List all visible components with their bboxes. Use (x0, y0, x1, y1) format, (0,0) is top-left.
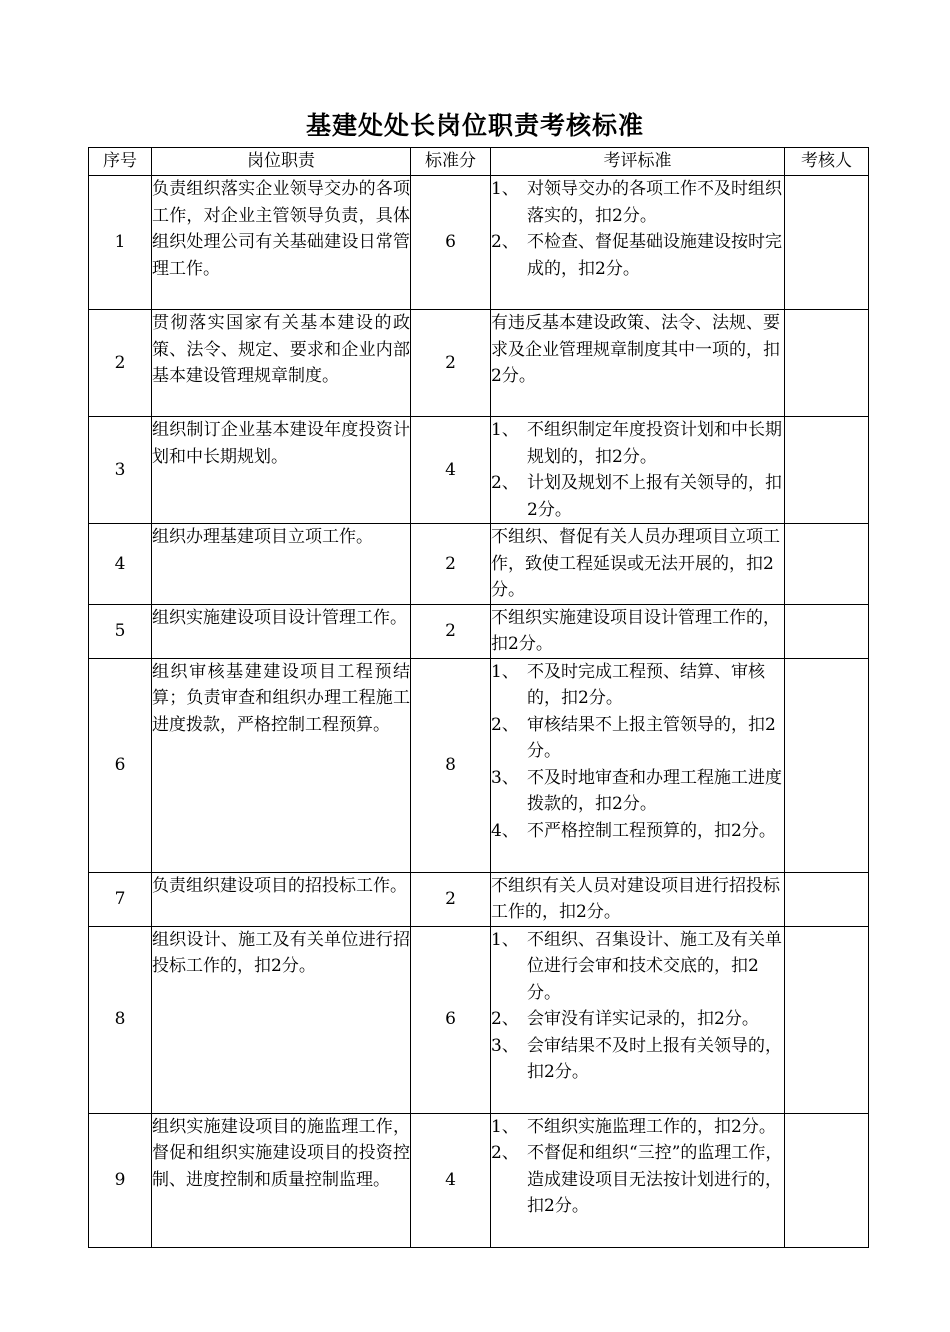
criteria-item-number: 2、 (491, 473, 519, 493)
criteria-item-text: 不及时完成工程预、结算、审核的，扣2分。 (527, 661, 765, 708)
row-duty: 组织实施建设项目的施监理工作，督促和组织实施建设项目的投资控制、进度控制和质量控制监理。 (152, 1113, 411, 1247)
row-reviewer[interactable] (785, 604, 869, 658)
criteria-item-text: 审核结果不上报主管领导的，扣2分。 (527, 714, 776, 761)
criteria-item-number: 2、 (491, 232, 519, 252)
criteria-item-text: 不检查、督促基础设施建设按时完成的，扣2分。 (527, 232, 782, 279)
row-reviewer[interactable] (785, 872, 869, 926)
criteria-item (491, 229, 784, 282)
document-title: 基建处处长岗位职责考核标准 (305, 111, 644, 140)
table-row (89, 1113, 869, 1247)
row-criteria (491, 310, 785, 417)
criteria-text: 不组织有关人员对建设项目进行招投标工作的，扣2分。 (491, 875, 780, 922)
row-standard-score: 4 (411, 1113, 491, 1247)
row-standard-score: 6 (411, 926, 491, 1113)
criteria-item (491, 1114, 784, 1141)
row-criteria (491, 417, 785, 524)
criteria-text: 不组织实施建设项目设计管理工作的，扣2分。 (491, 607, 780, 654)
criteria-item-number: 3、 (491, 1035, 519, 1056)
criteria-text: 不组织、督促有关人员办理项目立项工作，致使工程延误或无法开展的，扣2分。 (491, 527, 780, 600)
criteria-item (491, 927, 784, 1007)
criteria-item (491, 470, 784, 523)
criteria-item-text: 不组织制定年度投资计划和中长期规划的，扣2分。 (527, 420, 782, 467)
table-row (89, 872, 869, 926)
criteria-item-number: 1、 (491, 929, 519, 950)
row-duty: 负责组织落实企业领导交办的各项工作，对企业主管领导负责，具体组织处理公司有关基础建设日常管理工作。 (152, 176, 411, 310)
criteria-item (491, 1006, 784, 1033)
criteria-item-text: 对领导交办的各项工作不及时组织落实的，扣2分。 (527, 179, 782, 226)
criteria-item-text: 会审没有详实记录的，扣2分。 (527, 1009, 759, 1029)
criteria-item-number: 3、 (491, 767, 519, 788)
row-duty: 贯彻落实国家有关基本建设的政策、法令、规定、要求和企业内部基本建设管理规章制度。 (152, 310, 411, 417)
row-number: 5 (89, 604, 152, 658)
criteria-item-number: 4、 (491, 820, 519, 841)
table-row (89, 658, 869, 872)
row-reviewer[interactable] (785, 176, 869, 310)
criteria-item-number: 1、 (491, 420, 519, 440)
row-duty: 组织审核基建建设项目工程预结算；负责审查和组织办理工程施工进度拨款，严格控制工程预算。 (152, 658, 411, 872)
row-number: 9 (89, 1113, 152, 1247)
table-body (89, 176, 869, 1248)
row-duty: 组织办理基建项目立项工作。 (152, 524, 411, 605)
row-number: 8 (89, 926, 152, 1113)
row-criteria (491, 524, 785, 605)
criteria-item (491, 1033, 784, 1086)
row-number: 7 (89, 872, 152, 926)
row-number: 2 (89, 310, 152, 417)
table-row (89, 524, 869, 605)
table-row (89, 604, 869, 658)
header-reviewer: 考核人 (785, 148, 869, 176)
criteria-item-number: 2、 (491, 1009, 519, 1029)
criteria-item-text: 不组织实施监理工作的，扣2分。 (527, 1116, 776, 1137)
row-reviewer[interactable] (785, 310, 869, 417)
row-number: 4 (89, 524, 152, 605)
row-duty: 负责组织建设项目的招投标工作。 (152, 872, 411, 926)
table-row (89, 417, 869, 524)
assessment-table (88, 147, 869, 1248)
row-standard-score: 2 (411, 872, 491, 926)
criteria-item (491, 417, 784, 470)
criteria-item-text: 不及时地审查和办理工程施工进度拨款的，扣2分。 (527, 767, 782, 814)
row-number: 3 (89, 417, 152, 524)
row-number: 1 (89, 176, 152, 310)
criteria-item-number: 1、 (491, 179, 519, 199)
row-standard-score: 8 (411, 658, 491, 872)
criteria-item-number: 2、 (491, 714, 519, 735)
criteria-item-text: 不督促和组织“三控”的监理工作，造成建设项目无法按计划进行的，扣2分。 (527, 1143, 783, 1216)
criteria-item (491, 712, 784, 765)
table-row (89, 310, 869, 417)
row-reviewer[interactable] (785, 658, 869, 872)
row-duty: 组织设计、施工及有关单位进行招投标工作的，扣2分。 (152, 926, 411, 1113)
criteria-item-text: 不严格控制工程预算的，扣2分。 (527, 820, 776, 841)
criteria-item-number: 1、 (491, 1116, 519, 1137)
criteria-item (491, 765, 784, 818)
row-standard-score: 6 (411, 176, 491, 310)
criteria-item (491, 818, 784, 845)
criteria-item (491, 659, 784, 712)
table-row (89, 926, 869, 1113)
row-duty: 组织实施建设项目设计管理工作。 (152, 604, 411, 658)
row-criteria (491, 872, 785, 926)
table-header-row (89, 148, 869, 176)
row-standard-score: 4 (411, 417, 491, 524)
row-duty: 组织制订企业基本建设年度投资计划和中长期规划。 (152, 417, 411, 524)
criteria-item (491, 176, 784, 229)
row-standard-score: 2 (411, 524, 491, 605)
row-reviewer[interactable] (785, 417, 869, 524)
row-criteria (491, 658, 785, 872)
criteria-item-number: 1、 (491, 661, 519, 682)
criteria-item-text: 计划及规划不上报有关领导的，扣2分。 (527, 473, 782, 520)
row-standard-score: 2 (411, 310, 491, 417)
header-score: 标准分 (411, 148, 491, 176)
header-num: 序号 (89, 148, 152, 176)
header-criteria: 考评标准 (491, 148, 785, 176)
row-criteria (491, 176, 785, 310)
row-criteria (491, 926, 785, 1113)
row-criteria (491, 1113, 785, 1247)
criteria-item (491, 1140, 784, 1220)
row-criteria (491, 604, 785, 658)
criteria-item-text: 不组织、召集设计、施工及有关单位进行会审和技术交底的，扣2分。 (527, 929, 782, 1003)
header-duty: 岗位职责 (152, 148, 411, 176)
row-reviewer[interactable] (785, 926, 869, 1113)
row-reviewer[interactable] (785, 1113, 869, 1247)
row-reviewer[interactable] (785, 524, 869, 605)
criteria-item-number: 2、 (491, 1143, 519, 1163)
table-row (89, 176, 869, 310)
criteria-item-text: 会审结果不及时上报有关领导的，扣2分。 (527, 1035, 782, 1082)
criteria-text: 有违反基本建设政策、法令、法规、要求及企业管理规章制度其中一项的，扣2分。 (491, 313, 780, 386)
row-standard-score: 2 (411, 604, 491, 658)
row-number: 6 (89, 658, 152, 872)
